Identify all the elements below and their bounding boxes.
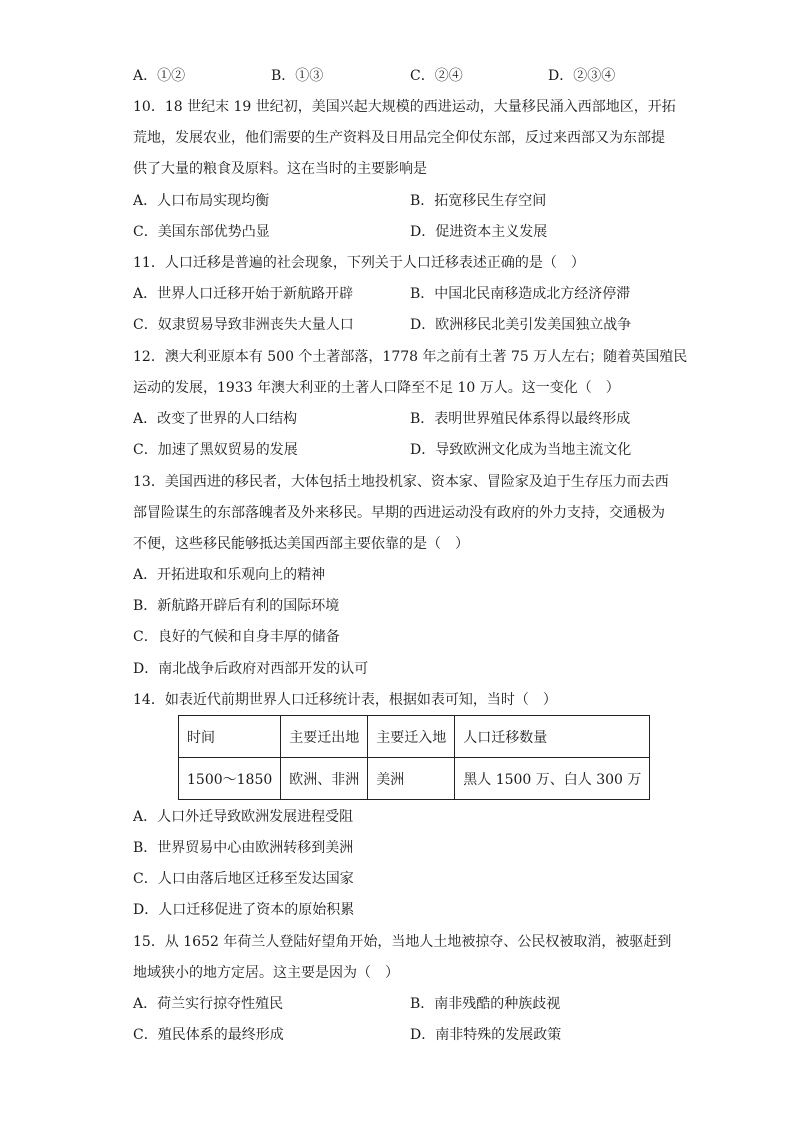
q12-stem-line-1: 12．澳大利亚原本有 500 个土著部落，1778 年之前有土著 75 万人左右；随着英国殖民 [133, 349, 688, 365]
table-header-cell: 时间 [179, 716, 281, 758]
q10-stem-line-2: 荒地，发展农业，他们需要的生产资料及日用品完全仰仗东部，反过来西部又为东部提 [133, 130, 665, 146]
q14-option-a[interactable]: A．人口外迁导致欧洲发展进程受阻 [133, 809, 354, 825]
q15-option-d[interactable]: D．南非特殊的发展政策 [410, 1027, 562, 1043]
q15-option-b[interactable]: B．南非残酷的种族歧视 [410, 996, 561, 1012]
table-cell: 1500～1850 [179, 758, 281, 800]
q9-option-c[interactable]: C．②④ [410, 68, 463, 84]
q12-option-b[interactable]: B．表明世界殖民体系得以最终形成 [410, 411, 631, 427]
q13-option-d[interactable]: D．南北战争后政府对西部开发的认可 [133, 661, 369, 677]
q11-option-b[interactable]: B．中国北民南移造成北方经济停滞 [410, 286, 631, 302]
table-cell: 欧洲、非洲 [281, 758, 368, 800]
q9-option-b[interactable]: B．①③ [271, 68, 324, 84]
table-row [179, 758, 650, 800]
table-header-cell: 主要迁出地 [281, 716, 368, 758]
q13-option-b[interactable]: B．新航路开辟后有利的国际环境 [133, 598, 340, 614]
table-header-row [179, 716, 650, 758]
q13-option-c[interactable]: C．良好的气候和自身丰厚的储备 [133, 629, 340, 645]
q13-stem-line-2: 部冒险谋生的东部落魄者及外来移民。早期的西进运动没有政府的外力支持，交通极为 [133, 505, 665, 521]
q15-option-a[interactable]: A．荷兰实行掠夺性殖民 [133, 996, 284, 1012]
migration-table [178, 715, 650, 800]
q11-option-c[interactable]: C．奴隶贸易导致非洲丧失大量人口 [133, 317, 354, 333]
q10-stem-line-3: 供了大量的粮食及原料。这在当时的主要影响是 [133, 161, 427, 177]
q14-option-b[interactable]: B．世界贸易中心由欧洲转移到美洲 [133, 840, 354, 856]
table-header-cell: 人口迁移数量 [455, 716, 650, 758]
q10-option-b[interactable]: B．拓宽移民生存空间 [410, 193, 547, 209]
q9-option-d[interactable]: D．②③④ [548, 68, 616, 84]
q11-option-a[interactable]: A．世界人口迁移开始于新航路开辟 [133, 286, 354, 302]
table-header-cell: 主要迁入地 [368, 716, 455, 758]
q12-option-d[interactable]: D．导致欧洲文化成为当地主流文化 [410, 442, 632, 458]
q12-stem-line-2: 运动的发展，1933 年澳大利亚的土著人口降至不足 10 万人。这一变化（ ） [133, 380, 620, 396]
q15-stem-line-1: 15．从 1652 年荷兰人登陆好望角开始，当地人土地被掠夺、公民权被取消，被驱赶到 [133, 934, 672, 950]
q10-stem-line-1: 10．18 世纪末 19 世纪初，美国兴起大规模的西进运动，大量移民涌入西部地区，开拓 [133, 99, 676, 115]
q14-option-c[interactable]: C．人口由落后地区迁移至发达国家 [133, 871, 354, 887]
table-cell: 黑人 1500 万、白人 300 万 [455, 758, 650, 800]
q11-stem-line-1: 11．人口迁移是普遍的社会现象，下列关于人口迁移表述正确的是（ ） [133, 255, 585, 271]
table-cell: 美洲 [368, 758, 455, 800]
q10-option-c[interactable]: C．美国东部优势凸显 [133, 224, 270, 240]
q13-stem-line-1: 13．美国西进的移民者，大体包括土地投机家、资本家、冒险家及迫于生存压力而去西 [133, 474, 669, 490]
q11-option-d[interactable]: D．欧洲移民北美引发美国独立战争 [410, 317, 632, 333]
q14-option-d[interactable]: D．人口迁移促进了资本的原始积累 [133, 902, 355, 918]
q13-stem-line-3: 不便，这些移民能够抵达美国西部主要依靠的是（ ） [133, 536, 469, 552]
q12-option-c[interactable]: C．加速了黑奴贸易的发展 [133, 442, 298, 458]
q13-option-a[interactable]: A．开拓进取和乐观向上的精神 [133, 567, 326, 583]
q15-option-c[interactable]: C．殖民体系的最终形成 [133, 1027, 284, 1043]
q10-option-a[interactable]: A．人口布局实现均衡 [133, 193, 270, 209]
q10-option-d[interactable]: D．促进资本主义发展 [410, 224, 548, 240]
q14-stem-line-1: 14．如表近代前期世界人口迁移统计表，根据如表可知，当时（ ） [133, 692, 557, 708]
q12-option-a[interactable]: A．改变了世界的人口结构 [133, 411, 298, 427]
q15-stem-line-2: 地域狭小的地方定居。这主要是因为（ ） [133, 965, 399, 981]
q9-option-a[interactable]: A．①② [133, 68, 186, 84]
